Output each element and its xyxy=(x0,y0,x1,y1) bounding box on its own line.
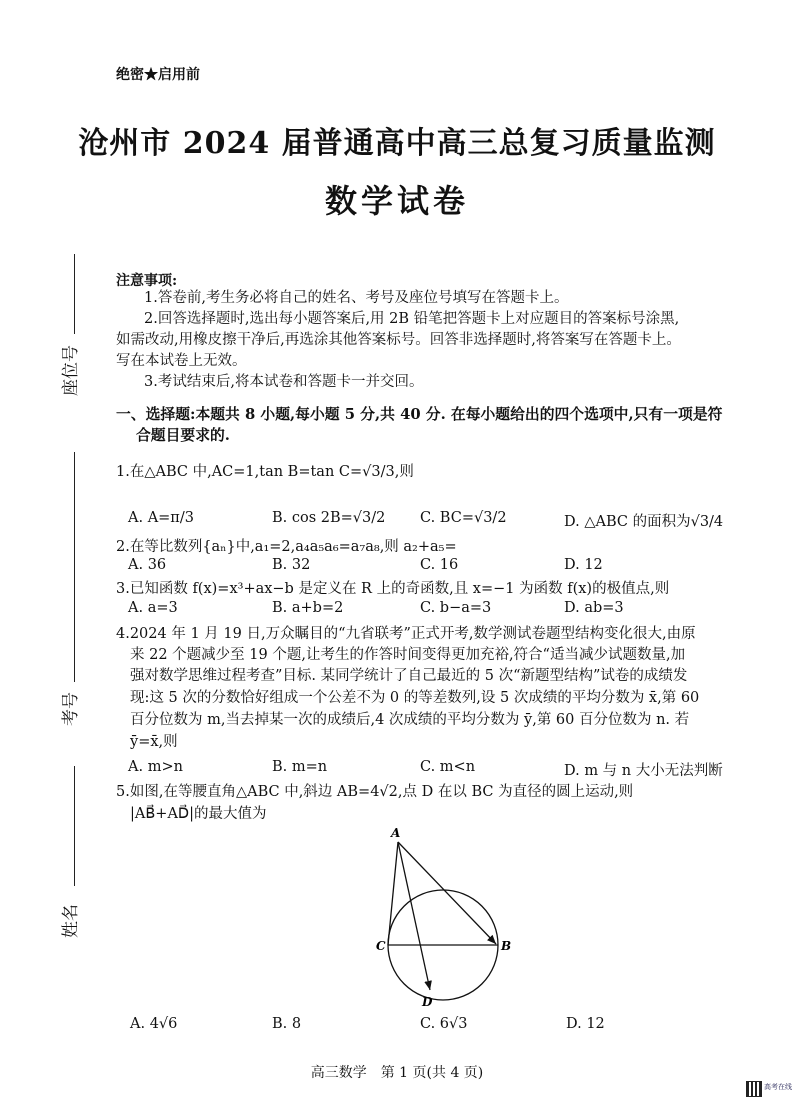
exam-no-label: 考号 xyxy=(61,692,81,726)
q5-label-a: A xyxy=(391,826,401,840)
question-4-line: ȳ=x̄,则 xyxy=(130,734,178,750)
question-5-line: 5.如图,在等腰直角△ABC 中,斜边 AB=4√2,点 D 在以 BC 为直径的圆上运动,则 xyxy=(116,784,634,800)
question-3-stem: 3.已知函数 f(x)=x³+ax−b 是定义在 R 上的奇函数,且 x=−1 为函数 f(x)的极值点,则 xyxy=(116,581,670,597)
q3-option-c: C. b−a=3 xyxy=(420,600,492,616)
q5-option-b: B. 8 xyxy=(272,1016,302,1032)
q3-option-a: A. a=3 xyxy=(128,600,178,616)
publisher-logo: 高考在线 xyxy=(764,1083,792,1091)
q2-option-a: A. 36 xyxy=(128,557,167,573)
seat-label: 座位号 xyxy=(61,345,81,396)
question-4-line: 百分位数为 m,当去掉某一次的成绩后,4 次成绩的平均分数为 ȳ,第 60 百分位数为 n. 若 xyxy=(130,712,690,728)
q5-segment-ac xyxy=(388,842,398,945)
q3-option-d: D. ab=3 xyxy=(564,600,624,616)
q1-option-b: B. cos 2B=√3/2 xyxy=(272,510,386,526)
q5-label-c: C xyxy=(376,939,386,953)
qr-code-icon xyxy=(746,1081,762,1097)
q1-option-d: D. △ABC 的面积为√3/4 xyxy=(564,514,724,530)
note-line: 3.考试结束后,将本试卷和答题卡一并交回。 xyxy=(144,374,424,390)
confidential-label: 绝密★启用前 xyxy=(116,67,200,83)
question-4-line: 强对数学思维过程考查”目标. 某同学统计了自己最近的 5 次“新题型结构”试卷的成绩发 xyxy=(130,668,688,684)
q1-option-a: A. A=π/3 xyxy=(128,510,194,526)
q5-option-c: C. 6√3 xyxy=(420,1016,468,1032)
q5-figure xyxy=(360,820,530,1015)
q5-option-a: A. 4√6 xyxy=(130,1016,178,1032)
seat-line xyxy=(74,254,75,334)
question-4-line: 来 22 个题减少至 19 个题,让考生的作答时间变得更加充裕,符合“适当减少试题数量,加 xyxy=(130,647,686,663)
exam-title: 沧州市 2024 届普通高中高三总复习质量监测 xyxy=(78,126,716,161)
exam-no-line xyxy=(74,452,75,682)
subject-title: 数学试卷 xyxy=(324,182,469,220)
q5-vector-ad xyxy=(398,842,430,990)
section-heading: 一、选择题:本题共 8 小题,每小题 5 分,共 40 分. 在每小题给出的四个选项中,只有一项是符 xyxy=(116,406,723,423)
note-line: 写在本试卷上无效。 xyxy=(116,353,247,369)
q4-option-a: A. m>n xyxy=(128,759,183,775)
note-line: 1.答卷前,考生务必将自己的姓名、考号及座位号填写在答题卡上。 xyxy=(144,290,569,306)
q4-option-d: D. m 与 n 大小无法判断 xyxy=(564,763,723,779)
q5-option-d: D. 12 xyxy=(566,1016,605,1032)
q5-label-b: B xyxy=(501,939,512,953)
question-4-line: 4.2024 年 1 月 19 日,万众瞩目的“九省联考”正式开考,数学测试卷题型结构变化很大,由原 xyxy=(116,626,696,642)
name-line xyxy=(74,766,75,886)
q4-option-b: B. m=n xyxy=(272,759,328,775)
q2-option-d: D. 12 xyxy=(564,557,603,573)
q2-option-c: C. 16 xyxy=(420,557,459,573)
note-line: 如需改动,用橡皮擦干净后,再选涂其他答案标号。回答非选择题时,将答案写在答题卡上。 xyxy=(116,332,681,348)
q3-option-b: B. a+b=2 xyxy=(272,600,344,616)
question-1-stem: 1.在△ABC 中,AC=1,tan B=tan C=√3/3,则 xyxy=(116,464,414,480)
q5-label-d: D xyxy=(422,995,433,1009)
question-5-line: |AB⃗+AD⃗|的最大值为 xyxy=(130,806,267,822)
name-label: 姓名 xyxy=(61,904,81,938)
q5-vector-ab xyxy=(398,842,496,944)
section-heading-cont: 合题目要求的. xyxy=(136,427,230,444)
question-2-stem: 2.在等比数列{aₙ}中,a₁=2,a₄a₅a₆=a₇a₈,则 a₂+a₅= xyxy=(116,539,457,555)
page-footer: 高三数学 第 1 页(共 4 页) xyxy=(310,1065,484,1081)
q1-option-c: C. BC=√3/2 xyxy=(420,510,507,526)
note-line: 2.回答选择题时,选出每小题答案后,用 2B 铅笔把答题卡上对应题目的答案标号涂黑, xyxy=(144,311,680,327)
question-4-line: 现:这 5 次的分数恰好组成一个公差不为 0 的等差数列,设 5 次成绩的平均分数为 x̄,第 60 xyxy=(130,690,700,706)
q2-option-b: B. 32 xyxy=(272,557,311,573)
q4-option-c: C. m<n xyxy=(420,759,476,775)
notes-heading: 注意事项: xyxy=(116,273,178,289)
